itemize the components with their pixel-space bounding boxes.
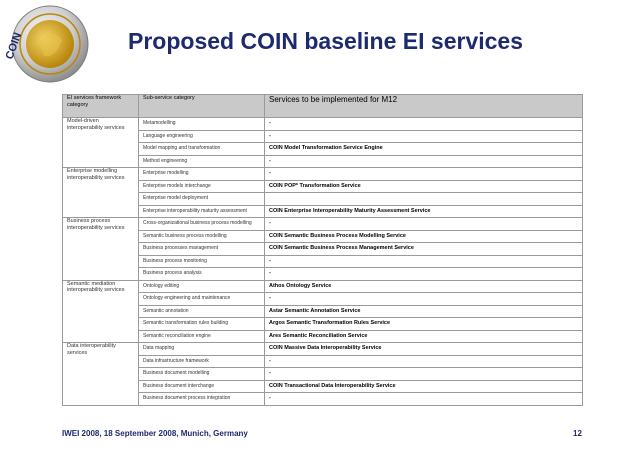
svg-text:COIN: COIN <box>4 31 25 62</box>
table-row <box>63 243 583 256</box>
table-row <box>63 155 583 168</box>
table-row <box>63 118 583 131</box>
table-row <box>63 393 583 406</box>
table-row <box>63 268 583 281</box>
subservice-cell: Business document interchange <box>139 380 265 393</box>
service-cell: COIN Massive Data Interoperability Service <box>265 343 583 356</box>
service-cell: COIN Enterprise Interoperability Maturity Assessment Service <box>265 205 583 218</box>
service-cell: - <box>265 155 583 168</box>
table-row <box>63 205 583 218</box>
subservice-cell: Enterprise models interchange <box>139 180 265 193</box>
table-row <box>63 193 583 206</box>
service-cell: - <box>265 118 583 131</box>
page-number: 12 <box>573 429 582 438</box>
subservice-cell: Method engineering <box>139 155 265 168</box>
subservice-cell: Model mapping and transformation <box>139 143 265 156</box>
table-row <box>63 318 583 331</box>
subservice-cell: Data infrastructure framework <box>139 355 265 368</box>
header-subservice: Sub-service category <box>139 95 265 118</box>
subservice-cell: Ontology editing <box>139 280 265 293</box>
service-cell: - <box>265 368 583 381</box>
service-cell: - <box>265 355 583 368</box>
table-row <box>63 380 583 393</box>
subservice-cell: Business processes management <box>139 243 265 256</box>
service-cell: COIN Semantic Business Process Modelling Service <box>265 230 583 243</box>
subservice-cell: Enterprise interoperability maturity assessment <box>139 205 265 218</box>
table-row <box>63 143 583 156</box>
table-row <box>63 343 583 356</box>
coin-logo <box>4 2 100 86</box>
service-cell: COIN Semantic Business Process Management Service <box>265 243 583 256</box>
service-cell: Argos Semantic Transformation Rules Service <box>265 318 583 331</box>
service-cell: - <box>265 268 583 281</box>
table-row <box>63 368 583 381</box>
subservice-cell: Semantic transformation rules building <box>139 318 265 331</box>
header-services: Services to be implemented for M12 <box>265 95 583 118</box>
subservice-cell: Data mapping <box>139 343 265 356</box>
service-cell: COIN Model Transformation Service Engine <box>265 143 583 156</box>
table-row <box>63 168 583 181</box>
subservice-cell: Semantic annotation <box>139 305 265 318</box>
service-cell: - <box>265 393 583 406</box>
table-row <box>63 330 583 343</box>
subservice-cell: Business document process integration <box>139 393 265 406</box>
service-cell: Ares Semantic Reconciliation Service <box>265 330 583 343</box>
subservice-cell: Metamodelling <box>139 118 265 131</box>
subservice-cell: Ontology engineering and maintenance <box>139 293 265 306</box>
subservice-cell: Semantic business process modelling <box>139 230 265 243</box>
services-table <box>62 94 583 406</box>
header-category: EI services framework category <box>63 95 139 118</box>
subservice-cell: Language engineering <box>139 130 265 143</box>
service-cell: Athos Ontology Service <box>265 280 583 293</box>
service-cell: - <box>265 293 583 306</box>
service-cell: - <box>265 130 583 143</box>
service-cell: Astar Semantic Annotation Service <box>265 305 583 318</box>
service-cell: COIN POP* Transformation Service <box>265 180 583 193</box>
subservice-cell: Business process analysis <box>139 268 265 281</box>
slide-title: Proposed COIN baseline EI services <box>128 28 523 54</box>
footer-event: IWEI 2008, 18 September 2008, Munich, Germany <box>62 429 248 438</box>
table-row <box>63 255 583 268</box>
subservice-cell: Business document modelling <box>139 368 265 381</box>
category-cell: Semantic mediation interoperability services <box>63 280 139 343</box>
table-row <box>63 293 583 306</box>
service-cell: COIN Transactional Data Interoperability Service <box>265 380 583 393</box>
subservice-cell: Semantic reconciliation engine <box>139 330 265 343</box>
category-cell: Data interoperability services <box>63 343 139 406</box>
table-header-row <box>63 95 583 118</box>
table-row <box>63 355 583 368</box>
subservice-cell: Enterprise model deployment <box>139 193 265 206</box>
category-cell: Model-driven interoperability services <box>63 118 139 168</box>
category-cell: Business process interoperability services <box>63 218 139 281</box>
table-row <box>63 218 583 231</box>
table-row <box>63 305 583 318</box>
subservice-cell: Enterprise modelling <box>139 168 265 181</box>
service-cell <box>265 193 583 206</box>
service-cell: - <box>265 168 583 181</box>
category-cell: Enterprise modelling interoperability services <box>63 168 139 218</box>
service-cell: - <box>265 218 583 231</box>
subservice-cell: Cross-organizational business process modelling <box>139 218 265 231</box>
table-row <box>63 280 583 293</box>
table-row <box>63 180 583 193</box>
service-cell: - <box>265 255 583 268</box>
subservice-cell: Business process monitoring <box>139 255 265 268</box>
table-row <box>63 130 583 143</box>
table-row <box>63 230 583 243</box>
